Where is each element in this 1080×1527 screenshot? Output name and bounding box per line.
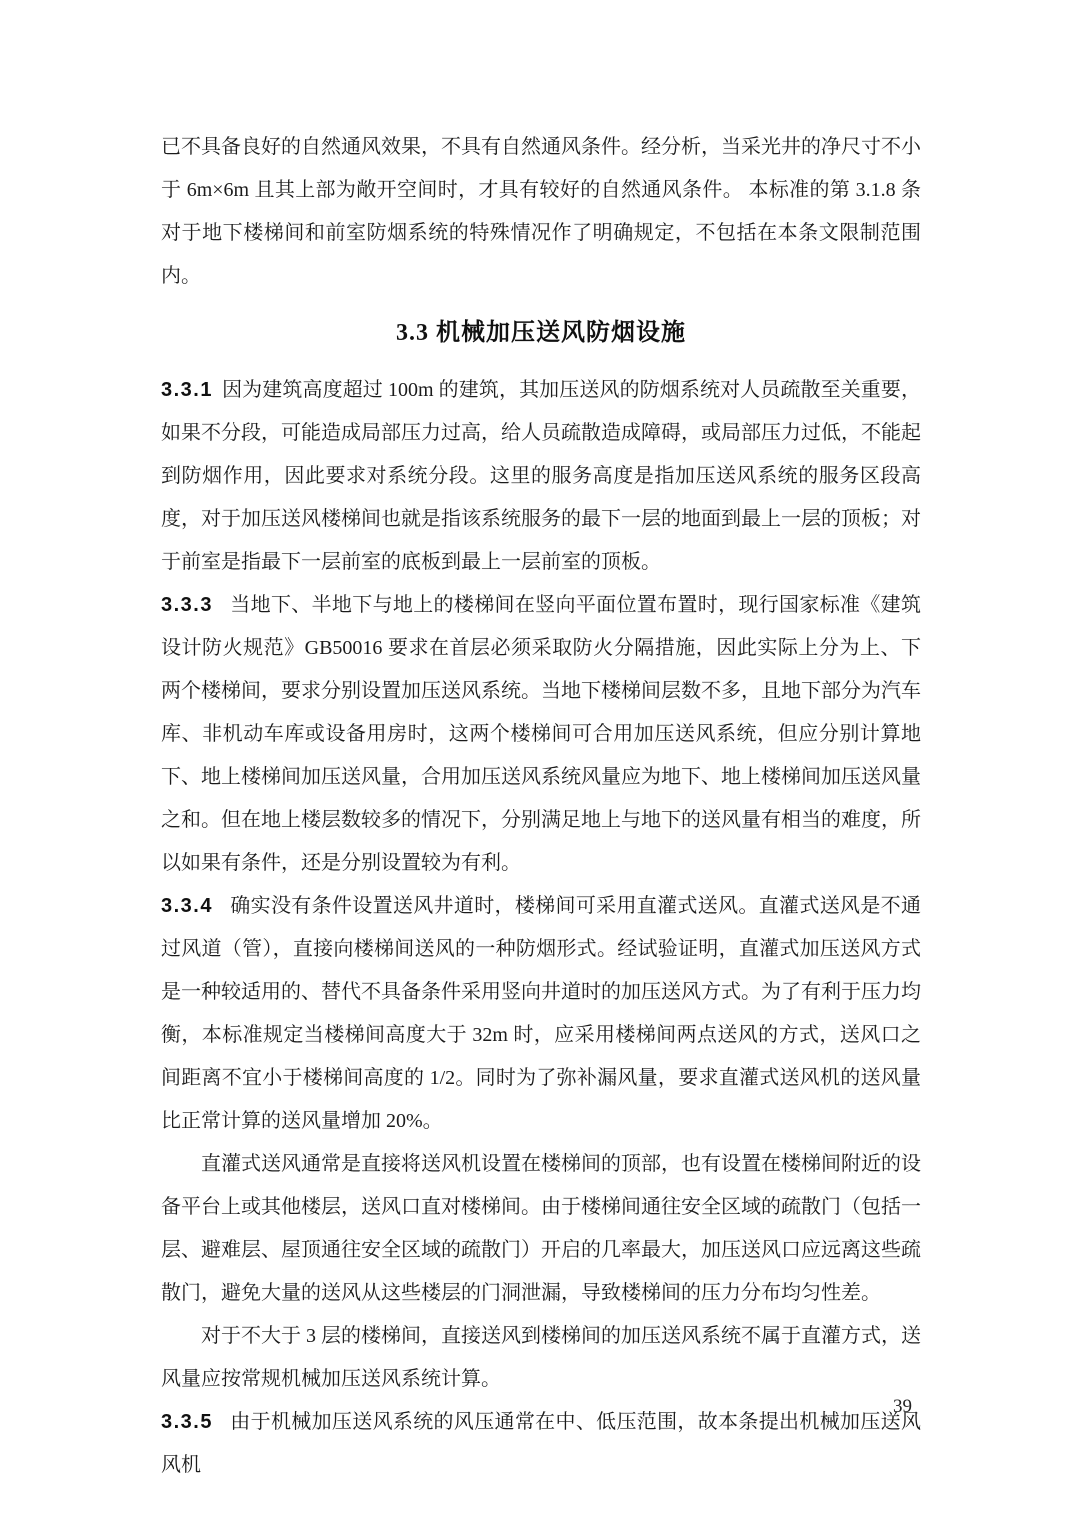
clause-text: 当地下、半地下与地上的楼梯间在竖向平面位置布置时，现行国家标准《建筑设计防火规范》GB50016 要求在首层必须采取防火分隔措施，因此实际上分为上、下两个楼梯间，要求分别设置加压送风系统。当地下楼梯间层数不多，且地下部分为汽车库、非机动车库或设备用房时，这两个楼梯间可合用加压送风系统，但应分别计算地下、地上楼梯间加压送风量，合用加压送风系统风量应为地下、地上楼梯间加压送风量之和。但在地上楼层数较多的情况下，分别满足地上与地下的送风量有相当的难度，所以如果有条件，还是分别设置较为有利。: [161, 594, 921, 874]
paragraph-direct-supply-placement: 直灌式送风通常是直接将送风机设置在楼梯间的顶部，也有设置在楼梯间附近的设备平台上或其他楼层，送风口直对楼梯间。由于楼梯间通往安全区域的疏散门（包括一层、避难层、屋顶通往安全区域的疏散门）开启的几率最大，加压送风口应远离这些疏散门，避免大量的送风从这些楼层的门洞泄漏，导致楼梯间的压力分布均匀性差。: [161, 1153, 921, 1304]
clause-number: 3.3.4: [161, 895, 213, 917]
paragraph-intro-continuation: 已不具备良好的自然通风效果，不具有自然通风条件。经分析，当采光井的净尺寸不小于 6m×6m 且其上部为敞开空间时，才具有较好的自然通风条件。 本标准的第 3.1.8 条对于地下楼梯间和前室防烟系统的特殊情况作了明确规定，不包括在本条文限制范围内。: [161, 136, 921, 287]
paragraph-three-storey-stairwell: 对于不大于 3 层的楼梯间，直接送风到楼梯间的加压送风系统不属于直灌方式，送风量应按常规机械加压送风系统计算。: [161, 1325, 921, 1390]
clause-text: 确实没有条件设置送风井道时，楼梯间可采用直灌式送风。直灌式送风是不通过风道（管），直接向楼梯间送风的一种防烟形式。经试验证明，直灌式加压送风方式是一种较适用的、替代不具备条件采用竖向井道时的加压送风方式。为了有利于压力均衡，本标准规定当楼梯间高度大于 32m 时，应采用楼梯间两点送风的方式，送风口之间距离不宜小于楼梯间高度的 1/2。同时为了弥补漏风量，要求直灌式送风机的送风量比正常计算的送风量增加 20%。: [161, 895, 921, 1132]
section-heading: 3.3 机械加压送风防烟设施: [396, 320, 686, 346]
clause-3-3-1: [161, 369, 921, 584]
page-content: [161, 126, 921, 1487]
page-number: 39: [893, 1396, 912, 1417]
clause-3-3-5: [161, 1401, 921, 1487]
clause-text: 由于机械加压送风系统的风压通常在中、低压范围，故本条提出机械加压送风风机: [161, 1411, 921, 1476]
clause-number: 3.3.1: [161, 379, 213, 401]
clause-number: 3.3.3: [161, 594, 213, 616]
clause-text: 因为建筑高度超过 100m 的建筑，其加压送风的防烟系统对人员疏散至关重要，如果不分段，可能造成局部压力过高，给人员疏散造成障碍，或局部压力过低，不能起到防烟作用，因此要求对系统分段。这里的服务高度是指加压送风系统的服务区段高度，对于加压送风楼梯间也就是指该系统服务的最下一层的地面到最上一层的顶板；对于前室是指最下一层前室的底板到最上一层前室的顶板。: [161, 379, 921, 573]
clause-3-3-4: [161, 885, 921, 1143]
clause-number: 3.3.5: [161, 1411, 213, 1433]
clause-3-3-3: [161, 584, 921, 885]
